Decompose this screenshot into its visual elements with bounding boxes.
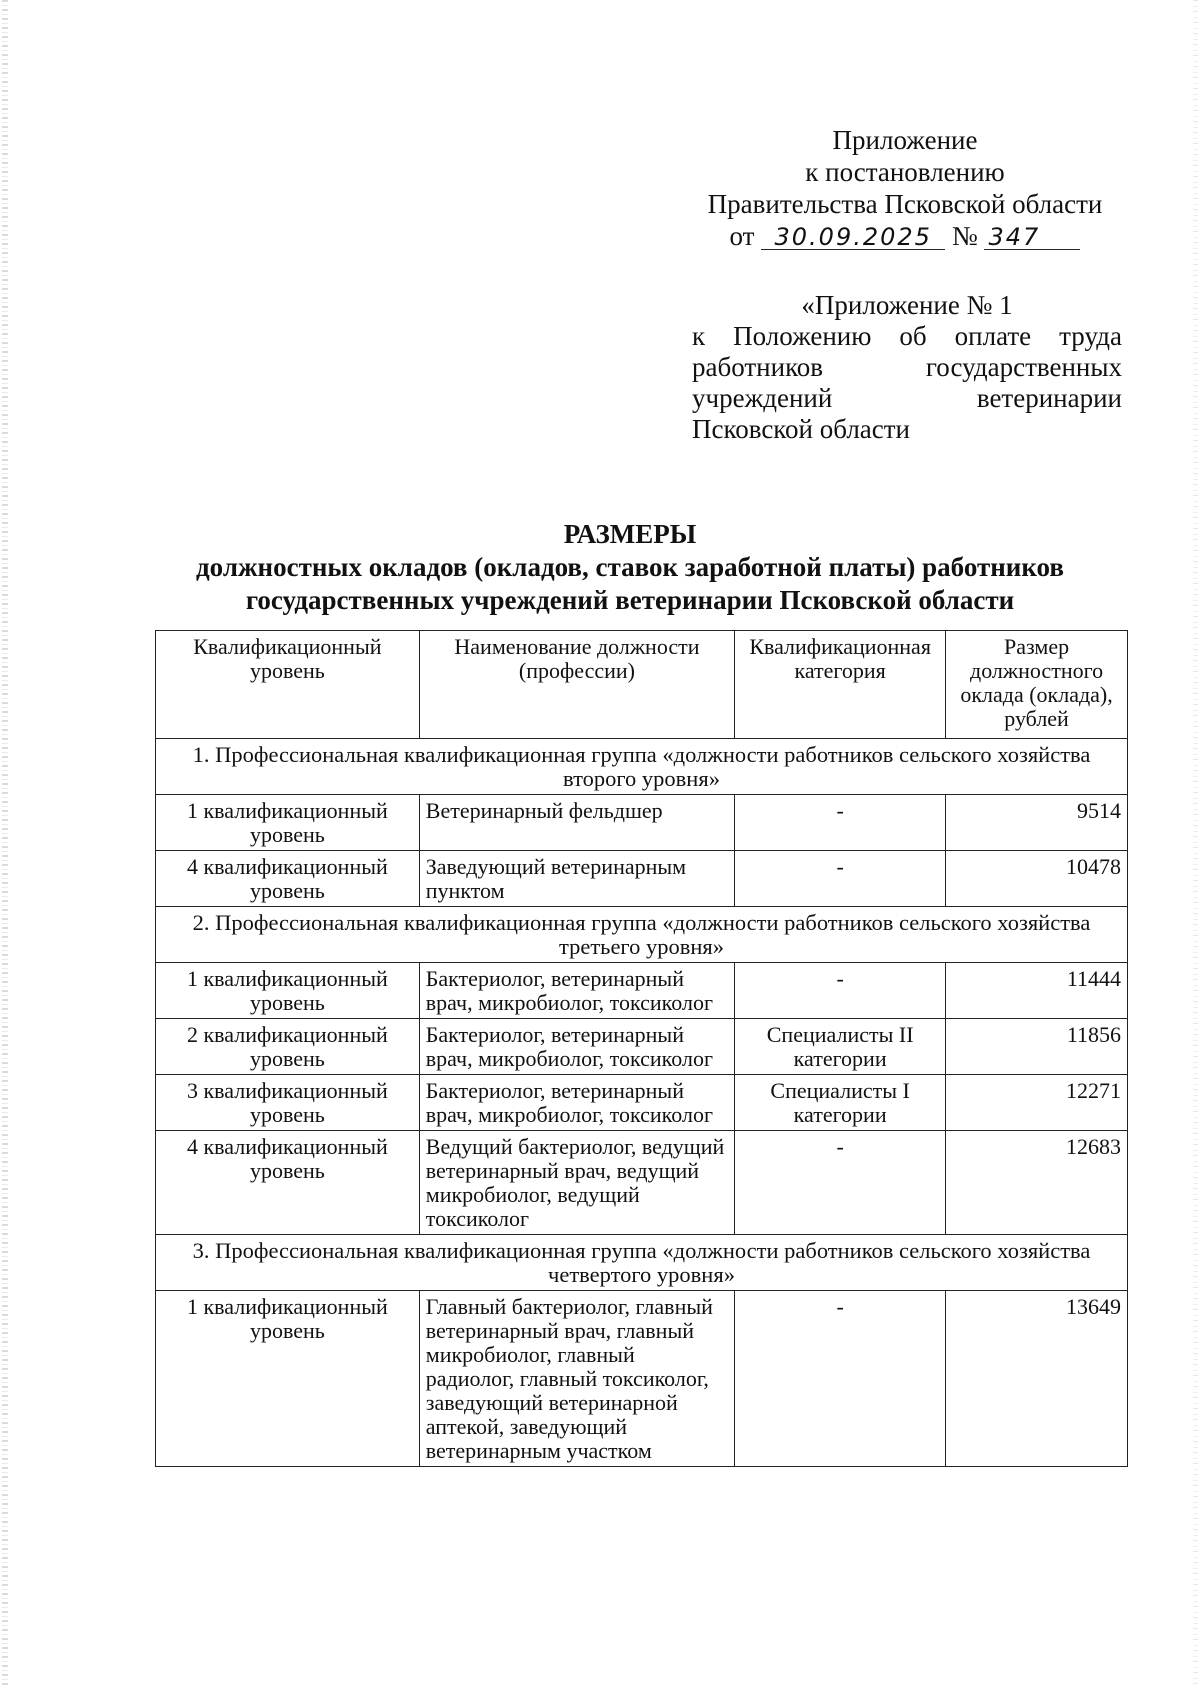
- appendix-reference: [692, 290, 1122, 445]
- salary-table: [155, 630, 1128, 1467]
- group-title-2: 2. Профессиональная квалификационная группа «должности работников сельского хозяйства третьего уровня»: [156, 907, 1128, 963]
- scan-edge-right: [1193, 0, 1198, 1686]
- appendix-ref-line-2: [692, 352, 1122, 383]
- appendix-ref-line-3: [692, 383, 1122, 414]
- title-main: РАЗМЕРЫ: [563, 519, 697, 549]
- table-row: [156, 1291, 1128, 1467]
- cell-position: Бактериолог, ветеринарный врач, микробиолог, токсиколог: [419, 963, 734, 1019]
- cell-level: 2 квалификационный уровень: [156, 1019, 420, 1075]
- cell-level: 1 квалификационный уровень: [156, 1291, 420, 1467]
- cell-position: Заведующий ветеринарным пунктом: [419, 851, 734, 907]
- header-level: Квалификационный уровень: [156, 631, 420, 739]
- cell-salary: 11856: [946, 1019, 1128, 1075]
- table-row: [156, 851, 1128, 907]
- appendix-line-2: к постановлению: [805, 157, 1005, 187]
- word: Положению: [733, 321, 872, 351]
- table-header-row: [156, 631, 1128, 739]
- word: об: [899, 321, 927, 351]
- group-row: [156, 1235, 1128, 1291]
- word: государственных: [925, 352, 1122, 382]
- group-title-1: 1. Профессиональная квалификационная группа «должности работников сельского хозяйства второго уровня»: [156, 739, 1128, 795]
- word: оплате: [954, 321, 1032, 351]
- cell-salary: 9514: [946, 795, 1128, 851]
- group-row: [156, 907, 1128, 963]
- appendix-line-1: Приложение: [832, 125, 978, 155]
- document-title: [150, 518, 1110, 617]
- appendix-line-3: Правительства Псковской области: [707, 189, 1103, 219]
- table-row: [156, 1075, 1128, 1131]
- title-sub-1: должностных окладов (окладов, ставок заработной платы) работников: [196, 552, 1064, 582]
- cell-category: -: [735, 963, 946, 1019]
- cell-position: Ветеринарный фельдшер: [419, 795, 734, 851]
- group-row: [156, 739, 1128, 795]
- cell-category: -: [735, 1291, 946, 1467]
- cell-position: Главный бактериолог, главный ветеринарный врач, главный микробиолог, главный радиолог, главный токсиколог, заведующий ветеринарной аптекой, заведующий ветеринарным участком: [419, 1291, 734, 1467]
- cell-level: 1 квалификационный уровень: [156, 795, 420, 851]
- group-title-3: 3. Профессиональная квалификационная группа «должности работников сельского хозяйства четвертого уровня»: [156, 1235, 1128, 1291]
- cell-category: -: [735, 851, 946, 907]
- handwritten-date: 30.09.2025: [761, 225, 945, 250]
- word: ветеринарии: [976, 383, 1122, 413]
- header-salary: Размер должностного оклада (оклада), рублей: [946, 631, 1128, 739]
- table-row: [156, 963, 1128, 1019]
- title-sub-2: государственных учреждений ветеринарии Псковской области: [245, 585, 1015, 615]
- handwritten-number: 347: [984, 225, 1080, 250]
- header-position: Наименование должности (профессии): [419, 631, 734, 739]
- cell-position: Бактериолог, ветеринарный врач, микробиолог, токсиколог: [419, 1075, 734, 1131]
- cell-category: Специалисты II категории: [735, 1019, 946, 1075]
- appendix-ref-head: «Приложение № 1: [801, 290, 1013, 320]
- cell-salary: 12683: [946, 1131, 1128, 1235]
- cell-salary: 11444: [946, 963, 1128, 1019]
- date-prefix: от: [729, 221, 755, 251]
- appendix-date-line: [690, 220, 1120, 252]
- cell-category: -: [735, 1131, 946, 1235]
- word: труда: [1059, 321, 1122, 351]
- cell-level: 3 квалификационный уровень: [156, 1075, 420, 1131]
- number-sign: №: [951, 221, 978, 251]
- scan-edge-left: [2, 0, 8, 1686]
- cell-position: Ведущий бактериолог, ведущий ветеринарный врач, ведущий микробиолог, ведущий токсиколог: [419, 1131, 734, 1235]
- table-row: [156, 1131, 1128, 1235]
- cell-position: Бактериолог, ветеринарный врач, микробиолог, токсиколог: [419, 1019, 734, 1075]
- table-row: [156, 1019, 1128, 1075]
- word: работников: [692, 352, 824, 382]
- cell-salary: 13649: [946, 1291, 1128, 1467]
- header-category: Квалификационная категория: [735, 631, 946, 739]
- cell-level: 4 квалификационный уровень: [156, 851, 420, 907]
- appendix-ref-line-1: [692, 321, 1122, 352]
- word: учреждений: [692, 383, 833, 413]
- cell-level: 4 квалификационный уровень: [156, 1131, 420, 1235]
- word: к: [692, 321, 706, 351]
- cell-category: -: [735, 795, 946, 851]
- appendix-ref-line-4: Псковской области: [692, 414, 911, 444]
- cell-category: Специалисты I категории: [735, 1075, 946, 1131]
- cell-salary: 10478: [946, 851, 1128, 907]
- table-row: [156, 795, 1128, 851]
- cell-level: 1 квалификационный уровень: [156, 963, 420, 1019]
- cell-salary: 12271: [946, 1075, 1128, 1131]
- appendix-header: [690, 124, 1120, 252]
